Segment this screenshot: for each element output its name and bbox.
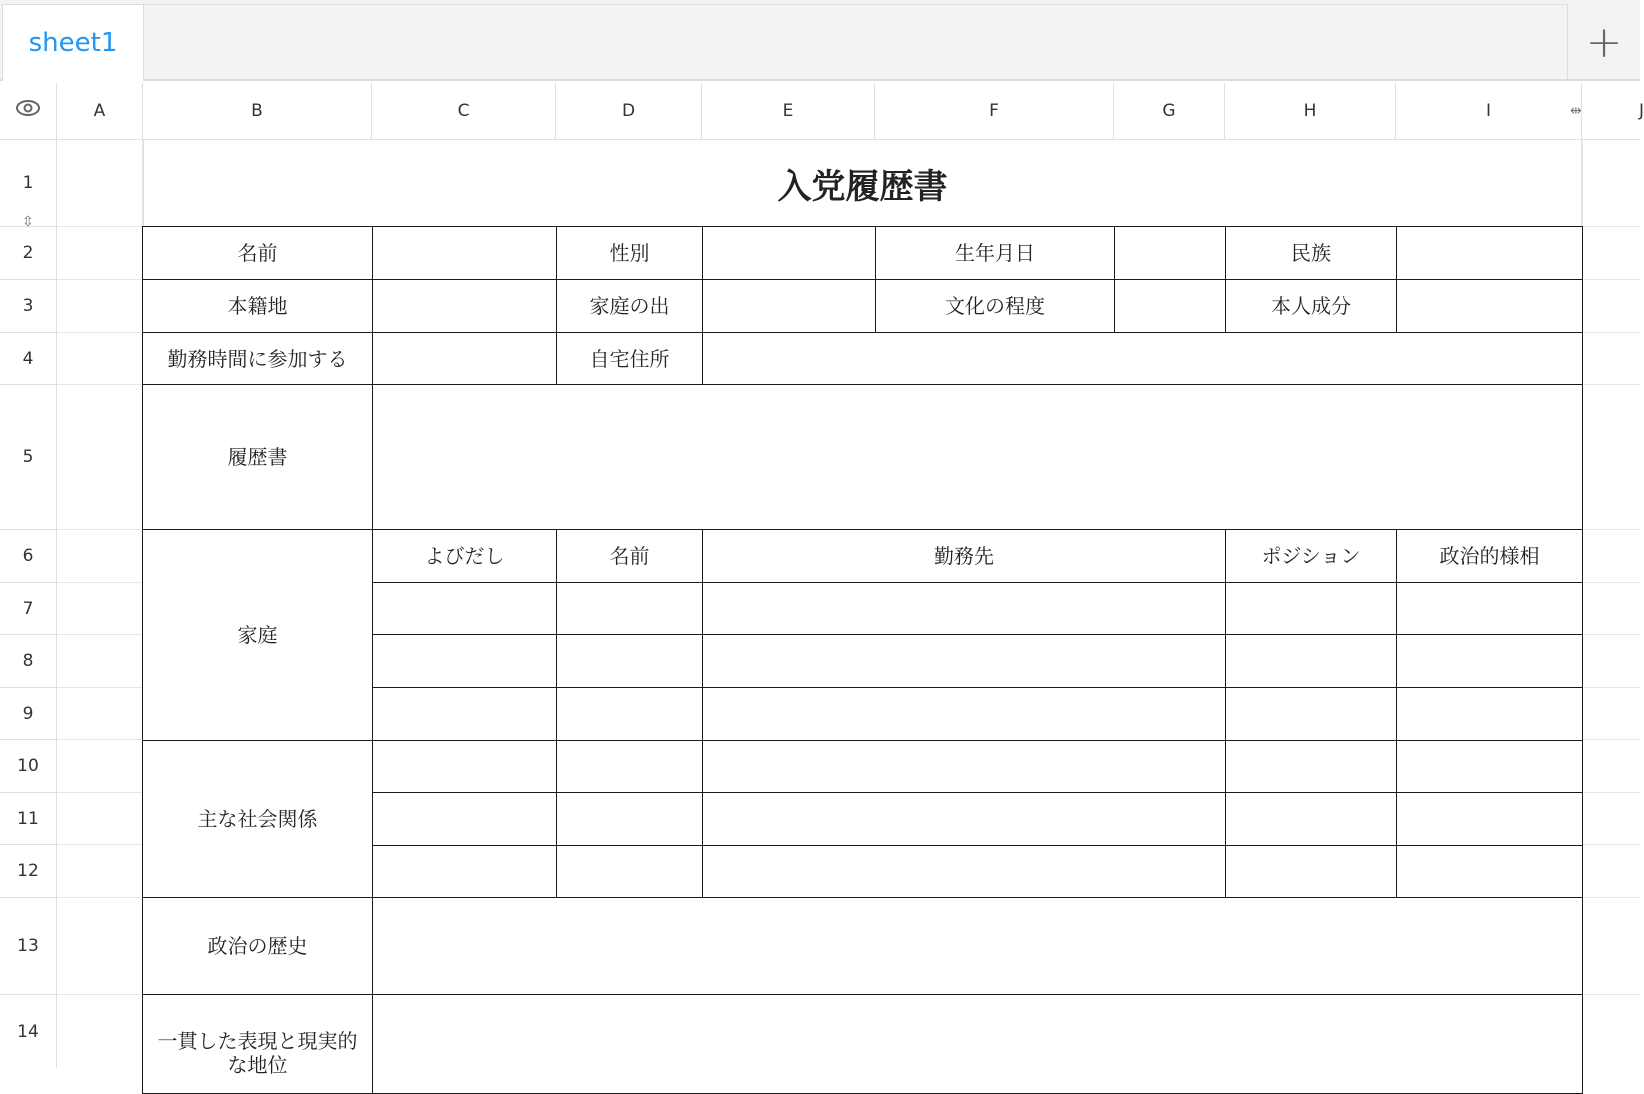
- grid-line: [1582, 844, 1640, 845]
- table-cell[interactable]: [702, 687, 1226, 741]
- grid-line: [57, 279, 143, 280]
- table-cell[interactable]: [1396, 687, 1583, 741]
- row-header-1[interactable]: 1: [0, 140, 57, 227]
- work-start-label[interactable]: 勤務時間に参加する: [142, 332, 373, 385]
- education-label[interactable]: 文化の程度: [875, 279, 1115, 333]
- grid-line: [1582, 384, 1640, 385]
- table-cell[interactable]: [1225, 845, 1397, 898]
- column-header-g[interactable]: G: [1114, 83, 1225, 140]
- row-header-6[interactable]: 6: [0, 530, 57, 583]
- column-header-j[interactable]: [1582, 83, 1644, 140]
- resume-value[interactable]: [372, 384, 1583, 530]
- grid-line: [1582, 226, 1640, 227]
- row-header-3[interactable]: 3: [0, 280, 57, 333]
- row-resize-icon[interactable]: ⇳: [22, 214, 34, 230]
- table-cell[interactable]: [702, 634, 1226, 688]
- row-header-7[interactable]: 7: [0, 583, 57, 635]
- column-header-a[interactable]: A: [57, 83, 143, 140]
- grid-line: [57, 897, 143, 898]
- grid-line: [1582, 582, 1640, 583]
- grid-line: [1582, 279, 1640, 280]
- table-cell[interactable]: [1396, 845, 1583, 898]
- row-header-10[interactable]: 10: [0, 740, 57, 793]
- row-header-11[interactable]: 11: [0, 793, 57, 845]
- family-header-name[interactable]: 名前: [556, 529, 703, 583]
- resume-label[interactable]: 履歴書: [142, 384, 373, 530]
- grid-line: [57, 739, 143, 740]
- row-header-12[interactable]: 12: [0, 845, 57, 898]
- grid-line: [1582, 739, 1640, 740]
- grid-line: [57, 792, 143, 793]
- hometown-value[interactable]: [372, 279, 557, 333]
- family-header-political[interactable]: 政治的様相: [1396, 529, 1583, 583]
- sheet-tab-sheet1[interactable]: sheet1: [2, 4, 144, 81]
- column-resize-icon[interactable]: ⇹: [1570, 103, 1582, 119]
- table-cell[interactable]: [702, 740, 1226, 793]
- row-header-8[interactable]: 8: [0, 635, 57, 688]
- personal-status-label[interactable]: 本人成分: [1225, 279, 1397, 333]
- table-cell[interactable]: [372, 687, 557, 741]
- political-history-label[interactable]: 政治の歴史: [142, 897, 373, 995]
- form-title[interactable]: 入党履歴書: [143, 140, 1582, 227]
- row-header-13[interactable]: 13: [0, 898, 57, 995]
- column-header-b[interactable]: B: [143, 83, 372, 140]
- table-cell[interactable]: [1396, 634, 1583, 688]
- family-header-position[interactable]: ポジション: [1225, 529, 1397, 583]
- grid-line: [1582, 792, 1640, 793]
- table-cell[interactable]: [556, 687, 703, 741]
- address-label[interactable]: 自宅住所: [556, 332, 703, 385]
- table-cell[interactable]: [702, 845, 1226, 898]
- column-header-e[interactable]: E: [702, 83, 875, 140]
- table-cell[interactable]: [372, 740, 557, 793]
- column-header-i[interactable]: I: [1396, 83, 1582, 140]
- personal-status-value[interactable]: [1396, 279, 1583, 333]
- social-relations-label[interactable]: 主な社会関係: [142, 740, 373, 898]
- family-origin-label[interactable]: 家庭の出: [556, 279, 703, 333]
- row-header-5[interactable]: 5: [0, 385, 57, 530]
- table-cell[interactable]: [1225, 792, 1397, 846]
- grid-line: [1582, 897, 1640, 898]
- table-cell[interactable]: [556, 845, 703, 898]
- table-cell[interactable]: [1225, 582, 1397, 635]
- table-cell[interactable]: [372, 582, 557, 635]
- column-header-j-label: J: [1638, 101, 1644, 121]
- political-history-value[interactable]: [372, 897, 1583, 995]
- table-cell[interactable]: [372, 845, 557, 898]
- table-cell[interactable]: [702, 582, 1226, 635]
- grid-line: [57, 226, 143, 227]
- grid-line: [1582, 332, 1640, 333]
- row-header-9[interactable]: 9: [0, 688, 57, 740]
- consistency-value[interactable]: [372, 994, 1583, 1094]
- column-header-c[interactable]: C: [372, 83, 556, 140]
- consistency-label[interactable]: [142, 994, 373, 1094]
- tab-bar-empty-area: [144, 4, 1568, 81]
- family-header-relation[interactable]: よびだし: [372, 529, 557, 583]
- work-start-value[interactable]: [372, 332, 557, 385]
- table-cell[interactable]: [1396, 792, 1583, 846]
- sheet-tab-bar: [0, 0, 1640, 81]
- education-value[interactable]: [1114, 279, 1226, 333]
- row-header-2[interactable]: 2: [0, 227, 57, 280]
- grid-line: [1582, 687, 1640, 688]
- row-header-14[interactable]: 14: [0, 995, 57, 1068]
- grid-line: [1582, 994, 1640, 995]
- family-label[interactable]: 家庭: [142, 529, 373, 741]
- table-cell[interactable]: [372, 792, 557, 846]
- table-cell[interactable]: [556, 634, 703, 688]
- table-cell[interactable]: [702, 792, 1226, 846]
- table-cell[interactable]: [372, 634, 557, 688]
- grid-line: [57, 529, 143, 530]
- ethnicity-value[interactable]: [1396, 226, 1583, 280]
- grid-line: [57, 994, 143, 995]
- grid-line: [57, 687, 143, 688]
- grid-line: [57, 634, 143, 635]
- grid-line: [57, 582, 143, 583]
- gender-label[interactable]: 性別: [556, 226, 703, 280]
- family-origin-value[interactable]: [702, 279, 876, 333]
- column-header-d[interactable]: D: [556, 83, 702, 140]
- table-cell[interactable]: [556, 740, 703, 793]
- column-header-f[interactable]: F: [875, 83, 1114, 140]
- grid-line: [1582, 634, 1640, 635]
- address-value[interactable]: [702, 332, 1583, 385]
- table-cell[interactable]: [556, 792, 703, 846]
- table-cell[interactable]: [1396, 740, 1583, 793]
- table-cell[interactable]: [1225, 740, 1397, 793]
- visibility-eye-icon[interactable]: [14, 98, 42, 118]
- column-header-h[interactable]: H: [1225, 83, 1396, 140]
- gender-value[interactable]: [702, 226, 876, 280]
- birthdate-value[interactable]: [1114, 226, 1226, 280]
- grid-line: [57, 384, 143, 385]
- table-cell[interactable]: [1396, 582, 1583, 635]
- hometown-label[interactable]: 本籍地: [142, 279, 373, 333]
- name-label[interactable]: 名前: [142, 226, 373, 280]
- row-header-4[interactable]: 4: [0, 333, 57, 385]
- table-cell[interactable]: [1225, 687, 1397, 741]
- table-cell[interactable]: [1225, 634, 1397, 688]
- ethnicity-label[interactable]: 民族: [1225, 226, 1397, 280]
- family-header-workplace[interactable]: 勤務先: [702, 529, 1226, 583]
- name-value[interactable]: [372, 226, 557, 280]
- consistency-label-text: 一貫した表現と現実的な地位: [157, 1029, 358, 1077]
- grid-line: [1582, 529, 1640, 530]
- grid-line: [57, 844, 143, 845]
- grid-line: [57, 332, 143, 333]
- add-sheet-button[interactable]: +: [1585, 17, 1623, 68]
- table-cell[interactable]: [556, 582, 703, 635]
- birthdate-label[interactable]: 生年月日: [875, 226, 1115, 280]
